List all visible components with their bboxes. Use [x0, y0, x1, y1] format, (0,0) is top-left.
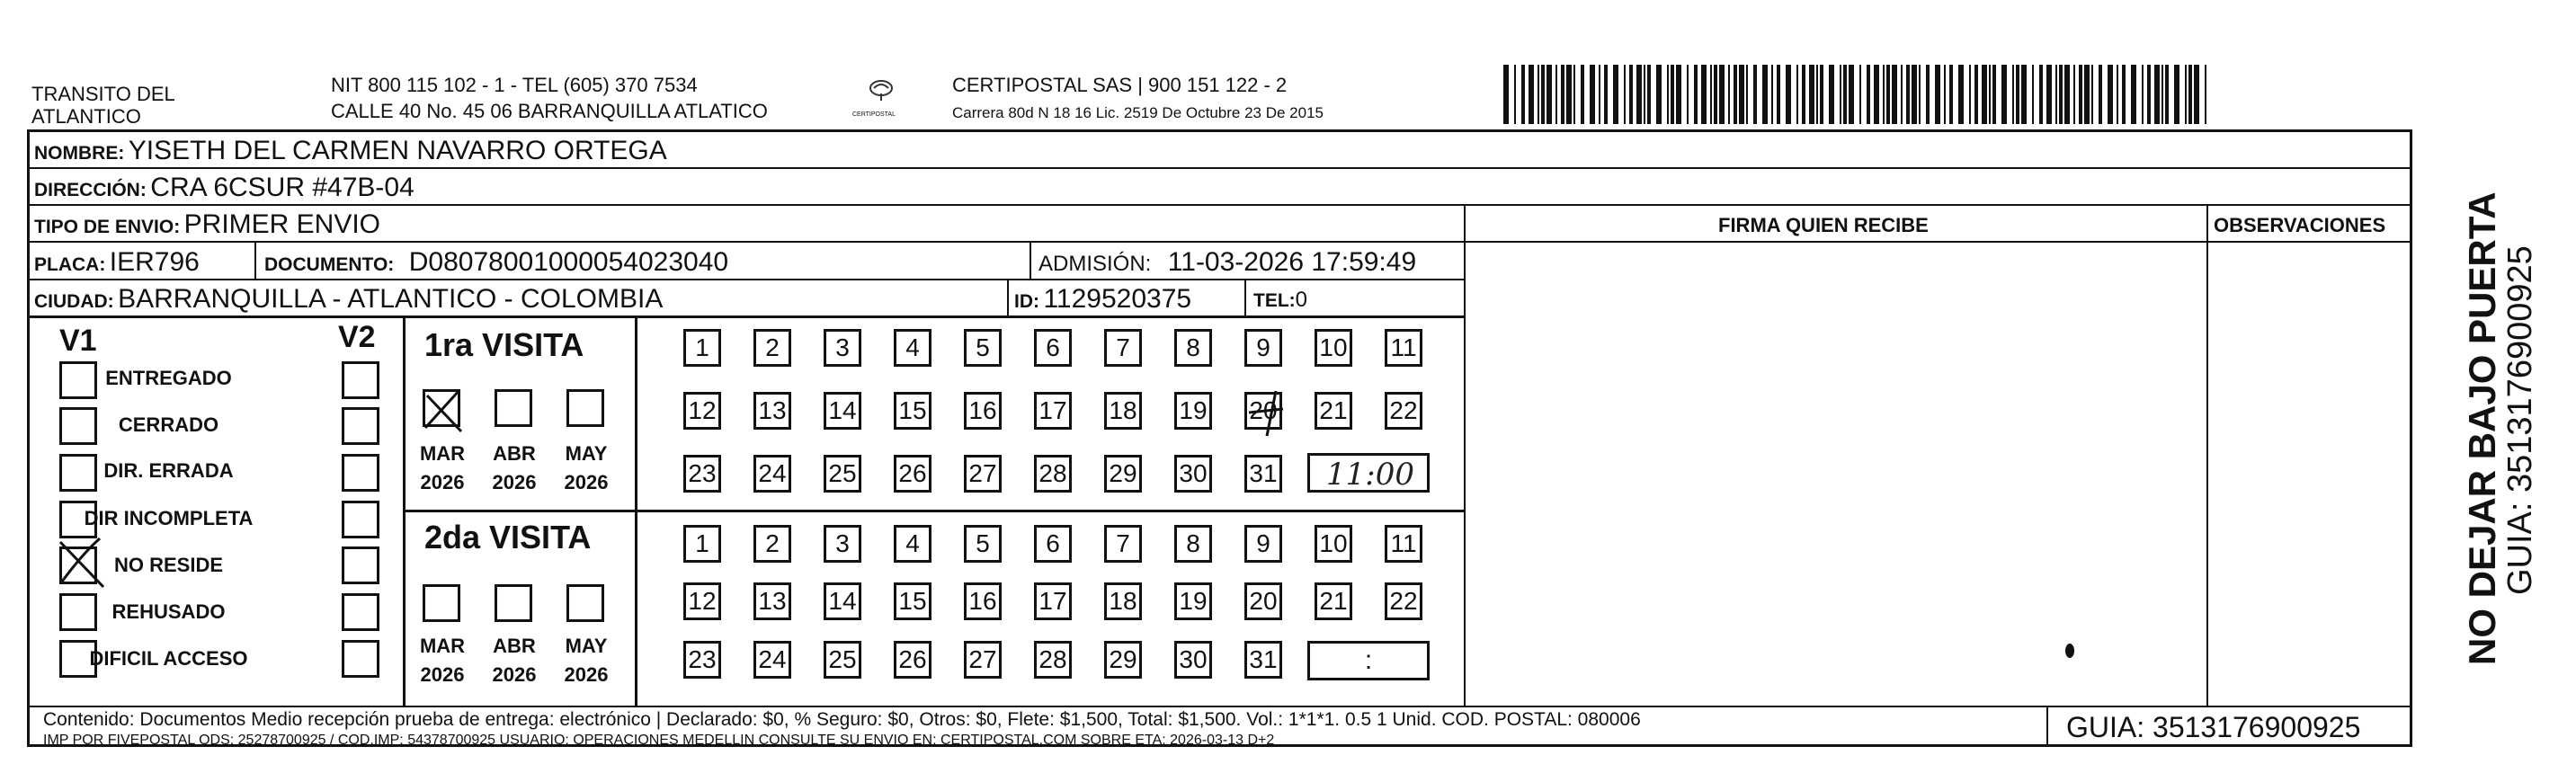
barcode-bar — [2073, 65, 2075, 124]
barcode-bar — [1613, 65, 1618, 124]
day-10[interactable]: 10 — [1315, 525, 1352, 563]
day-6[interactable]: 6 — [1034, 329, 1072, 367]
year-label: 2026 — [564, 471, 609, 493]
day-24[interactable]: 24 — [753, 455, 791, 493]
barcode-bar — [1753, 65, 1757, 124]
barcode-bar — [2001, 65, 2007, 124]
status-label: DIR INCOMPLETA — [84, 507, 254, 529]
v2-checkbox[interactable] — [342, 454, 379, 492]
day-20[interactable]: 20 — [1244, 582, 1282, 620]
barcode-bar — [1867, 65, 1870, 124]
barcode-bar — [2131, 65, 2136, 124]
barcode-bar — [1590, 65, 1595, 124]
day-20[interactable]: 20 — [1244, 392, 1282, 430]
day-7[interactable]: 7 — [1104, 525, 1142, 563]
barcode-bar — [2205, 65, 2206, 124]
check-mark-icon — [420, 383, 474, 437]
barcode-bar — [2108, 65, 2113, 124]
status-label: DIR. ERRADA — [103, 459, 234, 482]
day-14[interactable]: 14 — [824, 582, 861, 620]
barcode-bar — [2154, 65, 2160, 124]
day-30[interactable]: 30 — [1174, 641, 1212, 679]
barcode-bar — [1561, 65, 1564, 124]
v1-label: V1 — [59, 324, 97, 358]
barcode-bar — [1566, 65, 1572, 124]
barcode-bar — [1687, 65, 1689, 124]
barcode-bar — [1694, 65, 1698, 124]
day-30[interactable]: 30 — [1174, 455, 1212, 493]
barcode-bar — [1883, 65, 1885, 124]
barcode-bar — [2091, 65, 2093, 124]
v2-checkbox[interactable] — [342, 593, 379, 631]
visit2-title: 2da VISITA — [424, 519, 592, 555]
visit2-time-box[interactable] — [1307, 641, 1430, 680]
barcode-bar — [1701, 65, 1707, 124]
day-18[interactable]: 18 — [1104, 582, 1142, 620]
direccion-value: CRA 6CSUR #47B-04 — [150, 173, 414, 202]
barcode-bar — [2122, 65, 2126, 124]
day-28[interactable]: 28 — [1034, 641, 1072, 679]
day-24[interactable]: 24 — [753, 641, 791, 679]
day-2[interactable]: 2 — [753, 525, 791, 563]
certipostal-logo — [854, 77, 908, 122]
status-label: NO RESIDE — [113, 554, 224, 576]
placa-label: PLACA: — [34, 254, 106, 275]
day-3[interactable]: 3 — [824, 329, 861, 367]
placa-value: IER796 — [109, 247, 200, 277]
ciudad-field — [34, 286, 663, 313]
barcode-bar — [1777, 65, 1780, 124]
barcode-bar — [1734, 65, 1737, 124]
year-label: 2026 — [420, 663, 465, 686]
tel-label: TEL: — [1253, 290, 1296, 311]
tel-field — [1253, 289, 1307, 311]
nit-line: NIT 800 115 102 - 1 - TEL (605) 370 7534 — [331, 74, 698, 96]
barcode-bar — [2079, 65, 2082, 124]
documento-field — [264, 249, 728, 276]
day-29[interactable]: 29 — [1104, 641, 1142, 679]
day-9[interactable]: 9 — [1244, 525, 1282, 563]
barcode-bar — [1667, 65, 1669, 124]
nombre-value: YISETH DEL CARMEN NAVARRO ORTEGA — [128, 136, 667, 165]
barcode-bar — [1719, 65, 1725, 124]
check-mark-icon — [1247, 386, 1292, 440]
day-22[interactable]: 22 — [1385, 392, 1422, 430]
barcode-bar — [2046, 65, 2052, 124]
footer-contenido: Contenido: Documentos Medio recepción prueba de entrega: electrónico | Declarado: $0, % Seguro: $0, Otros: $0, Flete: $1,500, Total: $1,500. Vol.: 1*1*1. 0.5 1 Unid. COD. POSTAL: 080006 — [43, 709, 1641, 730]
barcode-bar — [1604, 65, 1608, 124]
firma-label: FIRMA QUIEN RECIBE — [1718, 214, 1929, 236]
barcode-bar — [2185, 65, 2187, 124]
v2-checkbox[interactable] — [342, 640, 379, 678]
barcode-bar — [1521, 65, 1525, 124]
id-value: 1129520375 — [1043, 284, 1192, 314]
day-27[interactable]: 27 — [964, 455, 1002, 493]
visit2-time-placeholder: : — [1364, 645, 1373, 675]
barcode-bar — [1771, 65, 1773, 124]
month-label: MAY — [565, 442, 608, 465]
barcode — [1502, 65, 2212, 124]
day-12[interactable]: 12 — [683, 582, 721, 620]
barcode-bar — [1728, 65, 1730, 124]
day-4[interactable]: 4 — [894, 329, 931, 367]
day-5[interactable]: 5 — [964, 525, 1002, 563]
month-checkbox-abr[interactable] — [495, 584, 532, 622]
placa-field — [34, 249, 200, 276]
day-13[interactable]: 13 — [753, 392, 791, 430]
org-name-line1: TRANSITO DEL — [31, 83, 175, 105]
barcode-bar — [1503, 65, 1509, 124]
barcode-bar — [2012, 65, 2014, 124]
barcode-bar — [1786, 65, 1791, 124]
barcode-bar — [1647, 65, 1651, 124]
barcode-bar — [1974, 65, 1978, 124]
day-10[interactable]: 10 — [1315, 329, 1352, 367]
id-label: ID: — [1014, 291, 1039, 312]
barcode-bar — [1944, 65, 1946, 124]
barcode-bar — [1644, 65, 1645, 124]
tel-value: 0 — [1295, 288, 1308, 312]
barcode-bar — [1676, 65, 1681, 124]
barcode-bar — [1529, 65, 1534, 124]
day-17[interactable]: 17 — [1034, 392, 1072, 430]
observaciones-label: OBSERVACIONES — [2214, 214, 2386, 236]
barcode-bar — [1796, 65, 1798, 124]
barcode-bar — [1989, 65, 1991, 124]
barcode-bar — [1912, 65, 1917, 124]
barcode-bar — [2117, 65, 2118, 124]
day-15[interactable]: 15 — [894, 582, 931, 620]
barcode-bar — [1969, 65, 1971, 124]
admision-label: ADMISIÓN: — [1038, 252, 1152, 276]
visit1-title: 1ra VISITA — [424, 326, 584, 363]
barcode-bar — [1629, 65, 1633, 124]
day-25[interactable]: 25 — [824, 455, 861, 493]
barcode-bar — [1802, 65, 1805, 124]
admision-field — [1038, 249, 1416, 276]
barcode-bar — [2099, 65, 2102, 124]
ink-dot — [2065, 644, 2074, 658]
barcode-bar — [2039, 65, 2043, 124]
barcode-bar — [1849, 65, 1854, 124]
org-name-line2: ATLANTICO — [31, 105, 141, 128]
no-dejar-bajo-puerta: NO DEJAR BAJO PUERTA — [2461, 191, 2503, 665]
v2-label: V2 — [338, 320, 376, 354]
day-26[interactable]: 26 — [894, 641, 931, 679]
day-26[interactable]: 26 — [894, 455, 931, 493]
barcode-bar — [2188, 65, 2192, 124]
month-checkbox-may[interactable] — [566, 389, 604, 427]
barcode-bar — [2055, 65, 2057, 124]
day-19[interactable]: 19 — [1174, 582, 1212, 620]
day-11[interactable]: 11 — [1385, 329, 1422, 367]
month-checkbox-abr[interactable] — [495, 389, 532, 427]
barcode-bar — [1892, 65, 1897, 124]
visit1-time-box[interactable] — [1307, 453, 1430, 493]
day-14[interactable]: 14 — [824, 392, 861, 430]
day-27[interactable]: 27 — [964, 641, 1002, 679]
barcode-bar — [1919, 65, 1921, 124]
day-29[interactable]: 29 — [1104, 455, 1142, 493]
day-1[interactable]: 1 — [683, 329, 721, 367]
day-18[interactable]: 18 — [1104, 392, 1142, 430]
day-16[interactable]: 16 — [964, 392, 1002, 430]
barcode-bar — [1958, 65, 1964, 124]
tipo-envio-value: PRIMER ENVIO — [183, 209, 381, 239]
carrier-line: CERTIPOSTAL SAS | 900 151 122 - 2 — [952, 74, 1288, 96]
day-15[interactable]: 15 — [894, 392, 931, 430]
day-31[interactable]: 31 — [1244, 641, 1282, 679]
form-frame — [27, 129, 2412, 747]
footer-imp: IMP POR FIVEPOSTAL ODS: 25278700925 / COD.IMP: 54378700925 USUARIO: OPERACIONES MEDELLIN CONSULTE SU ENVIO EN: CERTIPOSTAL.COM SOBRE ETA: 2026-03-13 D+2 — [43, 733, 1275, 748]
day-21[interactable]: 21 — [1315, 582, 1352, 620]
day-23[interactable]: 23 — [683, 641, 721, 679]
barcode-bar — [1982, 65, 1987, 124]
barcode-bar — [1926, 65, 1930, 124]
nombre-row — [34, 138, 667, 164]
barcode-bar — [2174, 65, 2179, 124]
month-label: MAR — [419, 635, 466, 657]
day-12[interactable]: 12 — [683, 392, 721, 430]
barcode-bar — [1636, 65, 1642, 124]
barcode-bar — [1829, 65, 1834, 124]
barcode-bar — [1949, 65, 1953, 124]
barcode-bar — [1599, 65, 1600, 124]
day-3[interactable]: 3 — [824, 525, 861, 563]
day-23[interactable]: 23 — [683, 455, 721, 493]
documento-value: D08078001000054023040 — [408, 247, 729, 277]
side-guia: GUIA: 3513176900925 — [2501, 245, 2539, 595]
direccion-row — [34, 174, 414, 201]
year-label: 2026 — [492, 471, 537, 493]
barcode-bar — [1906, 65, 1910, 124]
id-field — [1014, 286, 1191, 313]
barcode-bar — [1859, 65, 1861, 124]
barcode-bar — [2084, 65, 2090, 124]
barcode-bar — [1762, 65, 1768, 124]
day-21[interactable]: 21 — [1315, 392, 1352, 430]
day-8[interactable]: 8 — [1174, 329, 1212, 367]
barcode-bar — [1546, 65, 1552, 124]
day-7[interactable]: 7 — [1104, 329, 1142, 367]
barcode-bar — [2165, 65, 2169, 124]
barcode-bar — [1992, 65, 1996, 124]
barcode-bar — [2021, 65, 2027, 124]
month-label: MAY — [565, 635, 608, 657]
day-22[interactable]: 22 — [1385, 582, 1422, 620]
year-label: 2026 — [492, 663, 537, 686]
status-label: ENTREGADO — [105, 367, 232, 389]
barcode-bar — [1874, 65, 1879, 124]
barcode-bar — [1714, 65, 1717, 124]
month-label: MAR — [419, 442, 466, 465]
day-13[interactable]: 13 — [753, 582, 791, 620]
ciudad-label: CIUDAD: — [34, 291, 114, 312]
barcode-bar — [1514, 65, 1516, 124]
barcode-bar — [2142, 65, 2144, 124]
day-2[interactable]: 2 — [753, 329, 791, 367]
year-label: 2026 — [420, 471, 465, 493]
month-label: ABR — [493, 442, 536, 465]
barcode-bar — [1886, 65, 1890, 124]
day-28[interactable]: 28 — [1034, 455, 1072, 493]
barcode-bar — [1710, 65, 1712, 124]
v2-checkbox[interactable] — [342, 546, 379, 584]
day-4[interactable]: 4 — [894, 525, 931, 563]
status-label: CERRADO — [118, 413, 219, 436]
day-17[interactable]: 17 — [1034, 582, 1072, 620]
day-16[interactable]: 16 — [964, 582, 1002, 620]
month-checkbox-mar[interactable] — [423, 389, 460, 427]
footer-guia: GUIA: 3513176900925 — [2066, 711, 2361, 743]
address-line: CALLE 40 No. 45 06 BARRANQUILLA ATLATICO — [331, 100, 768, 122]
documento-label: DOCUMENTO: — [264, 254, 395, 275]
tipo-envio-row — [34, 211, 380, 238]
day-31[interactable]: 31 — [1244, 455, 1282, 493]
barcode-bar — [1538, 65, 1539, 124]
day-9[interactable]: 9 — [1244, 329, 1282, 367]
v2-checkbox[interactable] — [342, 501, 379, 538]
barcode-bar — [2147, 65, 2151, 124]
status-label: DIFICIL ACCESO — [89, 647, 248, 670]
barcode-bar — [1809, 65, 1814, 124]
day-11[interactable]: 11 — [1385, 525, 1422, 563]
v2-checkbox[interactable] — [342, 361, 379, 399]
month-checkbox-mar[interactable] — [423, 584, 460, 622]
barcode-bar — [1843, 65, 1847, 124]
barcode-bar — [2064, 65, 2070, 124]
barcode-bar — [1840, 65, 1841, 124]
barcode-bar — [1573, 65, 1575, 124]
day-19[interactable]: 19 — [1174, 392, 1212, 430]
barcode-bar — [1816, 65, 1818, 124]
barcode-bar — [1739, 65, 1744, 124]
barcode-bar — [1656, 65, 1662, 124]
logo-text: CERTIPOSTAL — [852, 111, 896, 118]
license-line: Carrera 80d N 18 16 Lic. 2519 De Octubre 23 De 2015 — [952, 104, 1324, 121]
day-1[interactable]: 1 — [683, 525, 721, 563]
ciudad-value: BARRANQUILLA - ATLANTICO - COLOMBIA — [118, 284, 664, 314]
barcode-bar — [1935, 65, 1940, 124]
v2-checkbox[interactable] — [342, 407, 379, 445]
barcode-bar — [1671, 65, 1674, 124]
barcode-bar — [2194, 65, 2199, 124]
day-25[interactable]: 25 — [824, 641, 861, 679]
month-checkbox-may[interactable] — [566, 584, 604, 622]
barcode-bar — [1820, 65, 1823, 124]
nombre-label: NOMBRE: — [34, 143, 125, 164]
barcode-bar — [1746, 65, 1748, 124]
barcode-bar — [2059, 65, 2063, 124]
day-6[interactable]: 6 — [1034, 525, 1072, 563]
month-label: ABR — [493, 635, 536, 657]
day-5[interactable]: 5 — [964, 329, 1002, 367]
day-8[interactable]: 8 — [1174, 525, 1212, 563]
admision-value: 11-03-2026 17:59:49 — [1167, 247, 1417, 277]
visit1-time-handwritten: 11:00 — [1326, 457, 1414, 493]
barcode-bar — [2016, 65, 2019, 124]
barcode-bar — [2032, 65, 2034, 124]
direccion-label: DIRECCIÓN: — [34, 180, 147, 200]
barcode-bar — [1555, 65, 1557, 124]
barcode-bar — [1541, 65, 1545, 124]
barcode-bar — [1901, 65, 1903, 124]
barcode-bar — [1624, 65, 1626, 124]
status-label: REHUSADO — [111, 600, 226, 623]
barcode-bar — [1581, 65, 1584, 124]
tipo-envio-label: TIPO DE ENVIO: — [34, 217, 181, 237]
year-label: 2026 — [564, 663, 609, 686]
barcode-bar — [2162, 65, 2163, 124]
